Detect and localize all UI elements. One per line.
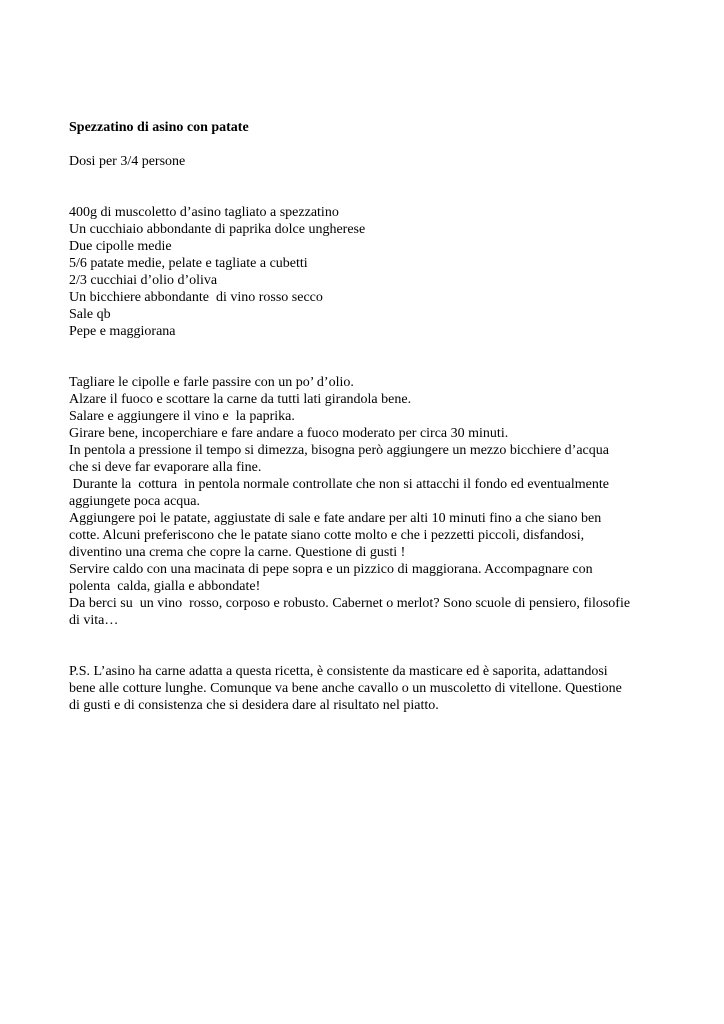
procedure-line: Da berci su un vino rosso, corposo e robusto. Cabernet o merlot? Sono scuole di pensiero, filosofie	[69, 596, 631, 611]
procedure-line: Salare e aggiungere il vino e la paprika.	[69, 409, 295, 424]
procedure-line: Girare bene, incoperchiare e fare andare a fuoco moderato per circa 30 minuti.	[69, 426, 509, 441]
ingredient-item: 400g di muscoletto d’asino tagliato a spezzatino	[69, 205, 339, 220]
ingredient-item: Sale qb	[69, 307, 111, 322]
recipe-title: Spezzatino di asino con patate	[69, 120, 249, 135]
ingredient-item: 5/6 patate medie, pelate e tagliate a cubetti	[69, 256, 308, 271]
postscript-line: P.S. L’asino ha carne adatta a questa ricetta, è consistente da masticare ed è saporita, adattandosi	[69, 664, 608, 679]
procedure-line: In pentola a pressione il tempo si dimezza, bisogna però aggiungere un mezzo bicchiere d’acqua	[69, 443, 609, 458]
ingredient-list	[69, 204, 669, 340]
procedure-text	[69, 374, 669, 629]
document-content	[69, 119, 669, 714]
procedure-line: polenta calda, gialla e abbondate!	[69, 579, 261, 594]
postscript-text	[69, 663, 669, 714]
procedure-line: cotte. Alcuni preferiscono che le patate siano cotte molto e che i pezzetti piccoli, disfandosi,	[69, 528, 585, 543]
procedure-line: Tagliare le cipolle e farle passire con un po’ d’olio.	[69, 375, 354, 390]
ingredient-item: Un cucchiaio abbondante di paprika dolce ungherese	[69, 222, 366, 237]
procedure-line: Alzare il fuoco e scottare la carne da tutti lati girandola bene.	[69, 392, 412, 407]
recipe-servings: Dosi per 3/4 persone	[69, 154, 186, 169]
procedure-line: che si deve far evaporare alla fine.	[69, 460, 262, 475]
ingredient-item: Due cipolle medie	[69, 239, 172, 254]
ingredient-item: Pepe e maggiorana	[69, 324, 176, 339]
postscript-line: di gusti e di consistenza che si desidera dare al risultato nel piatto.	[69, 698, 439, 713]
procedure-line: Aggiungere poi le patate, aggiustate di sale e fate andare per alti 10 minuti fino a che siano ben	[69, 511, 602, 526]
procedure-line: Durante la cottura in pentola normale controllate che non si attacchi il fondo ed eventualmente	[69, 477, 609, 492]
procedure-line: di vita…	[69, 613, 119, 628]
postscript-line: bene alle cotture lunghe. Comunque va bene anche cavallo o un muscoletto di vitellone. Questione	[69, 681, 622, 696]
ingredient-item: 2/3 cucchiai d’olio d’oliva	[69, 273, 218, 288]
ingredient-item: Un bicchiere abbondante di vino rosso secco	[69, 290, 323, 305]
procedure-line: Servire caldo con una macinata di pepe sopra e un pizzico di maggiorana. Accompagnare con	[69, 562, 593, 577]
procedure-line: aggiungete poca acqua.	[69, 494, 200, 509]
procedure-line: diventino una crema che copre la carne. Questione di gusti !	[69, 545, 406, 560]
